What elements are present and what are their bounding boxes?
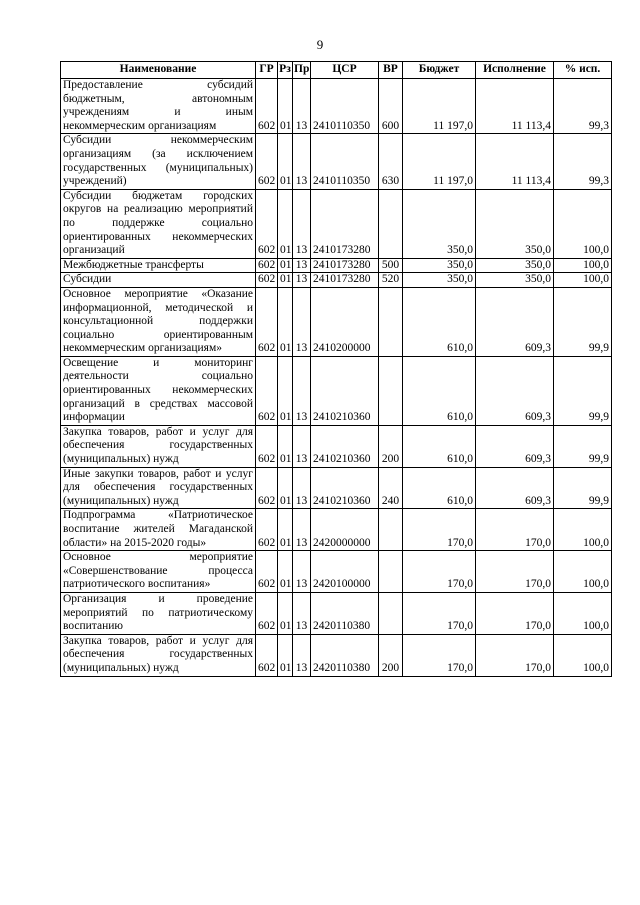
row-rz: 01 — [278, 79, 293, 134]
table-row — [61, 273, 612, 288]
row-gr: 602 — [256, 273, 278, 288]
row-csr: 2410173280 — [311, 273, 379, 288]
row-budget: 610,0 — [403, 467, 476, 509]
row-execution: 350,0 — [476, 273, 554, 288]
row-percent: 99,3 — [554, 134, 612, 189]
header-budget: Бюджет — [403, 62, 476, 79]
row-name: Субсидии некоммерческим организациям (за исключением государственных (муниципальных) учреждений) — [61, 134, 256, 189]
row-execution: 609,3 — [476, 356, 554, 425]
row-pr: 13 — [293, 134, 311, 189]
row-execution: 11 113,4 — [476, 79, 554, 134]
row-vr: 630 — [379, 134, 403, 189]
row-budget: 170,0 — [403, 551, 476, 593]
row-vr: 200 — [379, 634, 403, 676]
row-gr: 602 — [256, 189, 278, 258]
row-csr: 2410210360 — [311, 356, 379, 425]
row-execution: 170,0 — [476, 592, 554, 634]
row-name: Закупка товаров, работ и услуг для обеспечения государственных (муниципальных) нужд — [61, 634, 256, 676]
row-budget: 350,0 — [403, 189, 476, 258]
row-csr: 2410173280 — [311, 258, 379, 273]
row-vr: 500 — [379, 258, 403, 273]
row-percent: 99,9 — [554, 356, 612, 425]
table-row — [61, 287, 612, 356]
row-vr — [379, 551, 403, 593]
row-execution: 350,0 — [476, 258, 554, 273]
row-percent: 99,9 — [554, 467, 612, 509]
row-percent: 100,0 — [554, 551, 612, 593]
row-pr: 13 — [293, 509, 311, 551]
row-execution: 170,0 — [476, 551, 554, 593]
row-percent: 100,0 — [554, 273, 612, 288]
row-pr: 13 — [293, 273, 311, 288]
row-percent: 100,0 — [554, 509, 612, 551]
row-rz: 01 — [278, 467, 293, 509]
row-vr — [379, 509, 403, 551]
row-rz: 01 — [278, 273, 293, 288]
row-csr: 2410210360 — [311, 425, 379, 467]
row-rz: 01 — [278, 356, 293, 425]
row-budget: 350,0 — [403, 258, 476, 273]
table-row — [61, 189, 612, 258]
row-csr: 2410110350 — [311, 79, 379, 134]
row-pr: 13 — [293, 356, 311, 425]
row-pr: 13 — [293, 425, 311, 467]
row-rz: 01 — [278, 258, 293, 273]
header-execution: Исполнение — [476, 62, 554, 79]
table-row — [61, 634, 612, 676]
row-gr: 602 — [256, 467, 278, 509]
row-vr — [379, 592, 403, 634]
row-csr: 2410173280 — [311, 189, 379, 258]
row-gr: 602 — [256, 258, 278, 273]
table-row — [61, 551, 612, 593]
row-rz: 01 — [278, 189, 293, 258]
row-name: Предоставление субсидий бюджетным, автономным учреждениям и иным некоммерческим организациям — [61, 79, 256, 134]
table-row — [61, 467, 612, 509]
row-rz: 01 — [278, 551, 293, 593]
row-gr: 602 — [256, 551, 278, 593]
row-pr: 13 — [293, 189, 311, 258]
row-vr: 520 — [379, 273, 403, 288]
row-csr: 2420110380 — [311, 634, 379, 676]
row-percent: 100,0 — [554, 634, 612, 676]
row-percent: 99,9 — [554, 425, 612, 467]
row-execution: 609,3 — [476, 425, 554, 467]
row-execution: 609,3 — [476, 467, 554, 509]
row-pr: 13 — [293, 551, 311, 593]
row-name: Субсидии бюджетам городских округов на реализацию мероприятий по поддержке социально ориентированных некоммерческих организаций — [61, 189, 256, 258]
header-name: Наименование — [61, 62, 256, 79]
row-pr: 13 — [293, 467, 311, 509]
budget-table — [60, 61, 612, 677]
row-csr: 2410200000 — [311, 287, 379, 356]
row-vr: 600 — [379, 79, 403, 134]
row-budget: 610,0 — [403, 356, 476, 425]
table-row — [61, 356, 612, 425]
row-name: Подпрограмма «Патриотическое воспитание жителей Магаданской области» на 2015-2020 годы» — [61, 509, 256, 551]
row-csr: 2420110380 — [311, 592, 379, 634]
table-row — [61, 79, 612, 134]
header-rz: Рз — [278, 62, 293, 79]
row-csr: 2420100000 — [311, 551, 379, 593]
row-gr: 602 — [256, 425, 278, 467]
row-pr: 13 — [293, 79, 311, 134]
table-header-row — [61, 62, 612, 79]
row-name: Межбюджетные трансферты — [61, 258, 256, 273]
row-gr: 602 — [256, 134, 278, 189]
table-row — [61, 425, 612, 467]
row-rz: 01 — [278, 634, 293, 676]
page-number: 9 — [316, 37, 324, 52]
row-csr: 2410110350 — [311, 134, 379, 189]
row-execution: 609,3 — [476, 287, 554, 356]
row-rz: 01 — [278, 592, 293, 634]
table-row — [61, 592, 612, 634]
row-budget: 11 197,0 — [403, 79, 476, 134]
row-pr: 13 — [293, 258, 311, 273]
row-budget: 610,0 — [403, 425, 476, 467]
row-percent: 99,9 — [554, 287, 612, 356]
row-name: Организация и проведение мероприятий по патриотическому воспитанию — [61, 592, 256, 634]
row-budget: 610,0 — [403, 287, 476, 356]
row-name: Иные закупки товаров, работ и услуг для обеспечения государственных (муниципальных) нужд — [61, 467, 256, 509]
table-row — [61, 134, 612, 189]
row-name: Закупка товаров, работ и услуг для обеспечения государственных (муниципальных) нужд — [61, 425, 256, 467]
row-pr: 13 — [293, 634, 311, 676]
row-gr: 602 — [256, 592, 278, 634]
header-percent: % исп. — [554, 62, 612, 79]
row-budget: 170,0 — [403, 509, 476, 551]
row-rz: 01 — [278, 287, 293, 356]
row-name: Субсидии — [61, 273, 256, 288]
row-gr: 602 — [256, 634, 278, 676]
row-name: Основное мероприятие «Совершенствование процесса патриотического воспитания» — [61, 551, 256, 593]
row-csr: 2410210360 — [311, 467, 379, 509]
row-budget: 170,0 — [403, 592, 476, 634]
row-execution: 350,0 — [476, 189, 554, 258]
row-vr: 240 — [379, 467, 403, 509]
row-vr — [379, 287, 403, 356]
row-budget: 170,0 — [403, 634, 476, 676]
table-row — [61, 258, 612, 273]
row-execution: 170,0 — [476, 634, 554, 676]
row-name: Основное мероприятие «Оказание информационной, методической и консультационной поддержки социально ориентированным некоммерческим организациям» — [61, 287, 256, 356]
row-pr: 13 — [293, 592, 311, 634]
row-gr: 602 — [256, 287, 278, 356]
row-rz: 01 — [278, 509, 293, 551]
row-execution: 170,0 — [476, 509, 554, 551]
row-vr — [379, 189, 403, 258]
row-gr: 602 — [256, 79, 278, 134]
row-vr — [379, 356, 403, 425]
row-percent: 100,0 — [554, 592, 612, 634]
row-rz: 01 — [278, 134, 293, 189]
header-pr: Пр — [293, 62, 311, 79]
row-execution: 11 113,4 — [476, 134, 554, 189]
row-csr: 2420000000 — [311, 509, 379, 551]
header-vr: ВР — [379, 62, 403, 79]
table-row — [61, 509, 612, 551]
row-percent: 99,3 — [554, 79, 612, 134]
row-rz: 01 — [278, 425, 293, 467]
header-gr: ГР — [256, 62, 278, 79]
row-percent: 100,0 — [554, 258, 612, 273]
row-gr: 602 — [256, 509, 278, 551]
row-budget: 350,0 — [403, 273, 476, 288]
row-pr: 13 — [293, 287, 311, 356]
row-vr: 200 — [379, 425, 403, 467]
row-name: Освещение и мониторинг деятельности социально ориентированных некоммерческих организаций в средствах массовой информации — [61, 356, 256, 425]
row-gr: 602 — [256, 356, 278, 425]
header-csr: ЦСР — [311, 62, 379, 79]
row-percent: 100,0 — [554, 189, 612, 258]
row-budget: 11 197,0 — [403, 134, 476, 189]
